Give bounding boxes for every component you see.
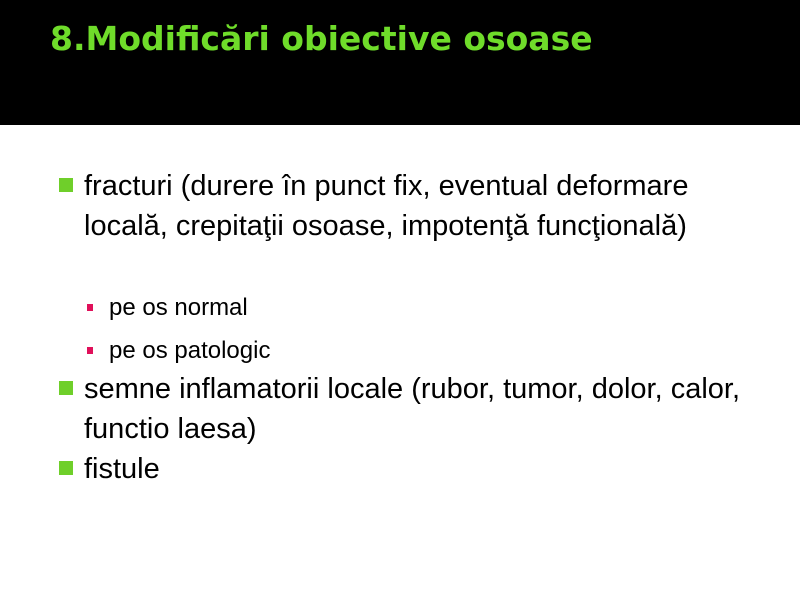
slide-title: 8.Modificări obiective osoase [50,19,593,58]
bullet-item [84,449,764,489]
square-bullet-icon [59,178,73,192]
bullet-text: fistule [84,453,160,485]
square-bullet-icon [59,381,73,395]
bullet-text: semne inflamatorii locale (rubor, tumor, dolor, calor, functio laesa) [84,373,741,445]
sub-bullet-text: pe os patologic [109,337,271,364]
square-bullet-icon [87,304,93,311]
sub-bullet-item [109,336,709,366]
bullet-text: fracturi (durere în punct fix, eventual deformare locală, crepitaţii osoase, impotenţă funcţională) [84,170,689,242]
bullet-item [84,369,764,449]
sub-bullet-text: pe os normal [109,294,248,321]
square-bullet-icon [87,347,93,354]
square-bullet-icon [59,461,73,475]
sub-bullet-item [109,293,709,323]
bullet-item [84,166,764,246]
